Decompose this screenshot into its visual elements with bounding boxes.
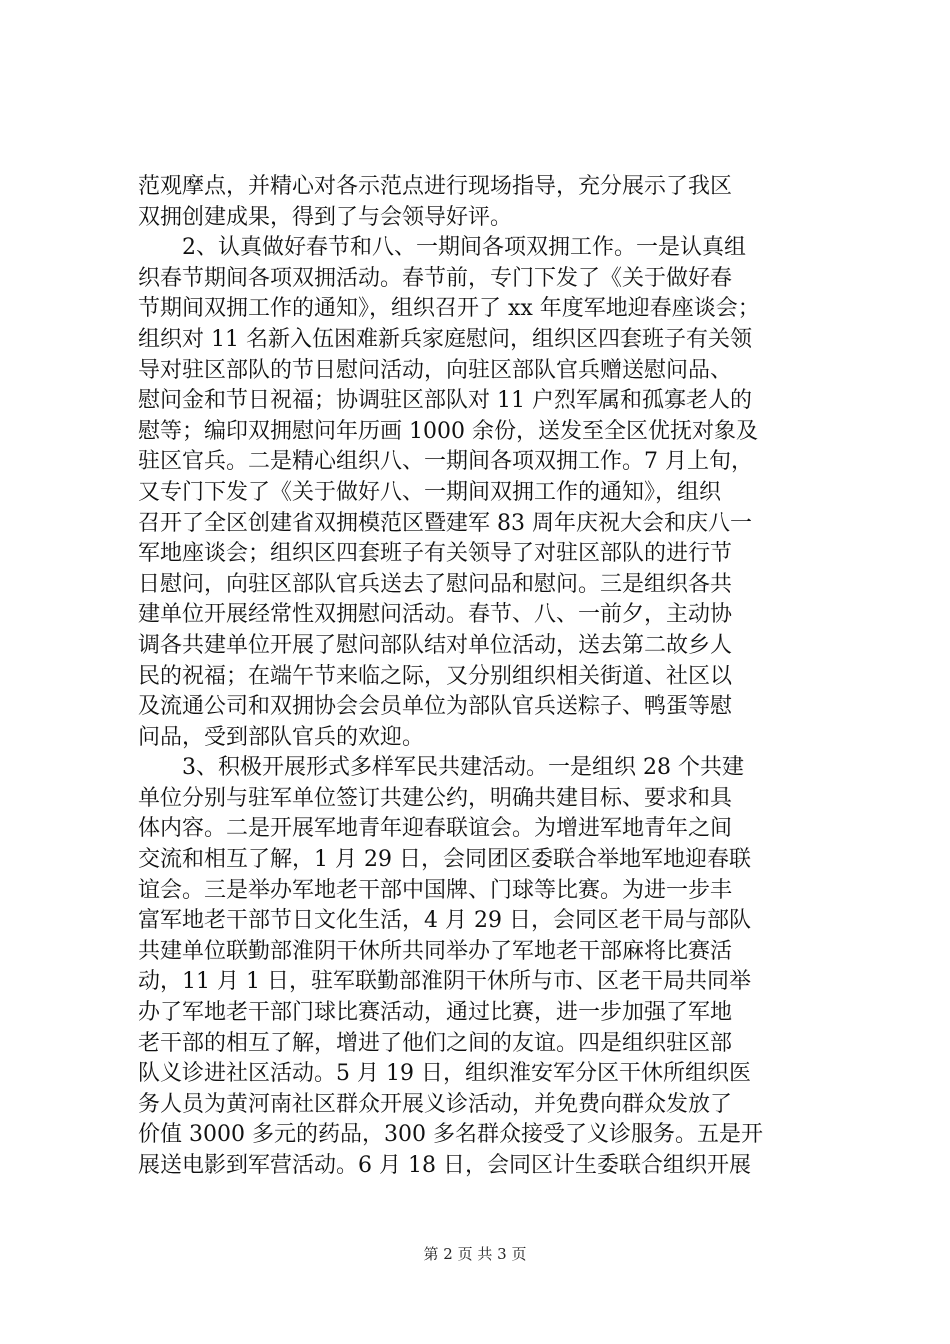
text-line: 召开了全区创建省双拥模范区暨建军 83 周年庆祝大会和庆八一 — [138, 510, 752, 536]
text-line: 军地座谈会；组织区四套班子有关领导了对驻区部队的进行节 — [138, 541, 733, 567]
text-line: 导对驻区部队的节日慰问活动，向驻区部队官兵赠送慰问品、 — [138, 357, 733, 383]
text-line: 交流和相互了解，1 月 29 日，会同团区委联合举地军地迎春联 — [138, 847, 751, 873]
text-line: 价值 3000 多元的药品，300 多名群众接受了义诊服务。五是开 — [138, 1122, 763, 1148]
text-line: 体内容。二是开展军地青年迎春联谊会。为增进军地青年之间 — [138, 816, 733, 842]
text-line: 驻区官兵。二是精心组织八、一期间各项双拥工作。7 月上旬， — [138, 449, 753, 475]
text-line: 及流通公司和双拥协会会员单位为部队官兵送粽子、鸭蛋等慰 — [138, 694, 733, 720]
text-line: 共建单位联勤部淮阴干休所共同举办了军地老干部麻将比赛活 — [138, 938, 733, 964]
text-line: 慰等；编印双拥慰问年历画 1000 余份，送发至全区优抚对象及 — [138, 418, 758, 444]
text-line: 办了军地老干部门球比赛活动，通过比赛，进一步加强了军地 — [138, 1000, 733, 1026]
document-body — [138, 172, 828, 1182]
text-line: 织春节期间各项双拥活动。春节前，专门下发了《关于做好春 — [138, 265, 733, 291]
text-line: 问品，受到部队官兵的欢迎。 — [138, 724, 425, 750]
text-line: 组织对 11 名新入伍困难新兵家庭慰问，组织区四套班子有关领 — [138, 326, 752, 352]
text-line: 又专门下发了《关于做好八、一期间双拥工作的通知》，组织 — [138, 479, 722, 505]
text-line: 建单位开展经常性双拥慰问活动。春节、八、一前夕，主动协 — [138, 602, 733, 628]
text-line: 双拥创建成果，得到了与会领导好评。 — [138, 204, 513, 230]
text-line: 谊会。三是举办军地老干部中国牌、门球等比赛。为进一步丰 — [138, 877, 733, 903]
text-line: 动，11 月 1 日，驻军联勤部淮阴干休所与市、区老干局共同举 — [138, 969, 751, 995]
text-line: 范观摩点，并精心对各示范点进行现场指导，充分展示了我区 — [138, 174, 733, 199]
text-line: 3、积极开展形式多样军民共建活动。一是组织 28 个共建 — [138, 755, 744, 781]
text-line: 节期间双拥工作的通知》，组织召开了 xx 年度军地迎春座谈会； — [138, 296, 760, 322]
text-line: 民的祝福；在端午节来临之际，又分别组织相关街道、社区以 — [138, 663, 733, 689]
page-footer: 第 2 页 共 3 页 — [423, 1245, 527, 1263]
text-line: 展送电影到军营活动。6 月 18 日，会同区计生委联合组织开展 — [138, 1153, 751, 1178]
text-line: 2、认真做好春节和八、一期间各项双拥工作。一是认真组 — [138, 235, 746, 261]
text-line: 日慰问，向驻区部队官兵送去了慰问品和慰问。三是组织各共 — [138, 571, 733, 597]
text-line: 队义诊进社区活动。5 月 19 日，组织淮安军分区干休所组织医 — [138, 1061, 751, 1087]
text-line: 调各共建单位开展了慰问部队结对单位活动，送去第二故乡人 — [138, 632, 733, 658]
text-line: 务人员为黄河南社区群众开展义诊活动，并免费向群众发放了 — [138, 1091, 733, 1117]
text-line: 富军地老干部节日文化生活，4 月 29 日，会同区老干局与部队 — [138, 908, 751, 934]
text-line: 慰问金和节日祝福；协调驻区部队对 11 户烈军属和孤寡老人的 — [138, 388, 752, 414]
text-line: 单位分别与驻军单位签订共建公约，明确共建目标、要求和具 — [138, 785, 733, 811]
text-line: 老干部的相互了解，增进了他们之间的友谊。四是组织驻区部 — [138, 1030, 733, 1056]
